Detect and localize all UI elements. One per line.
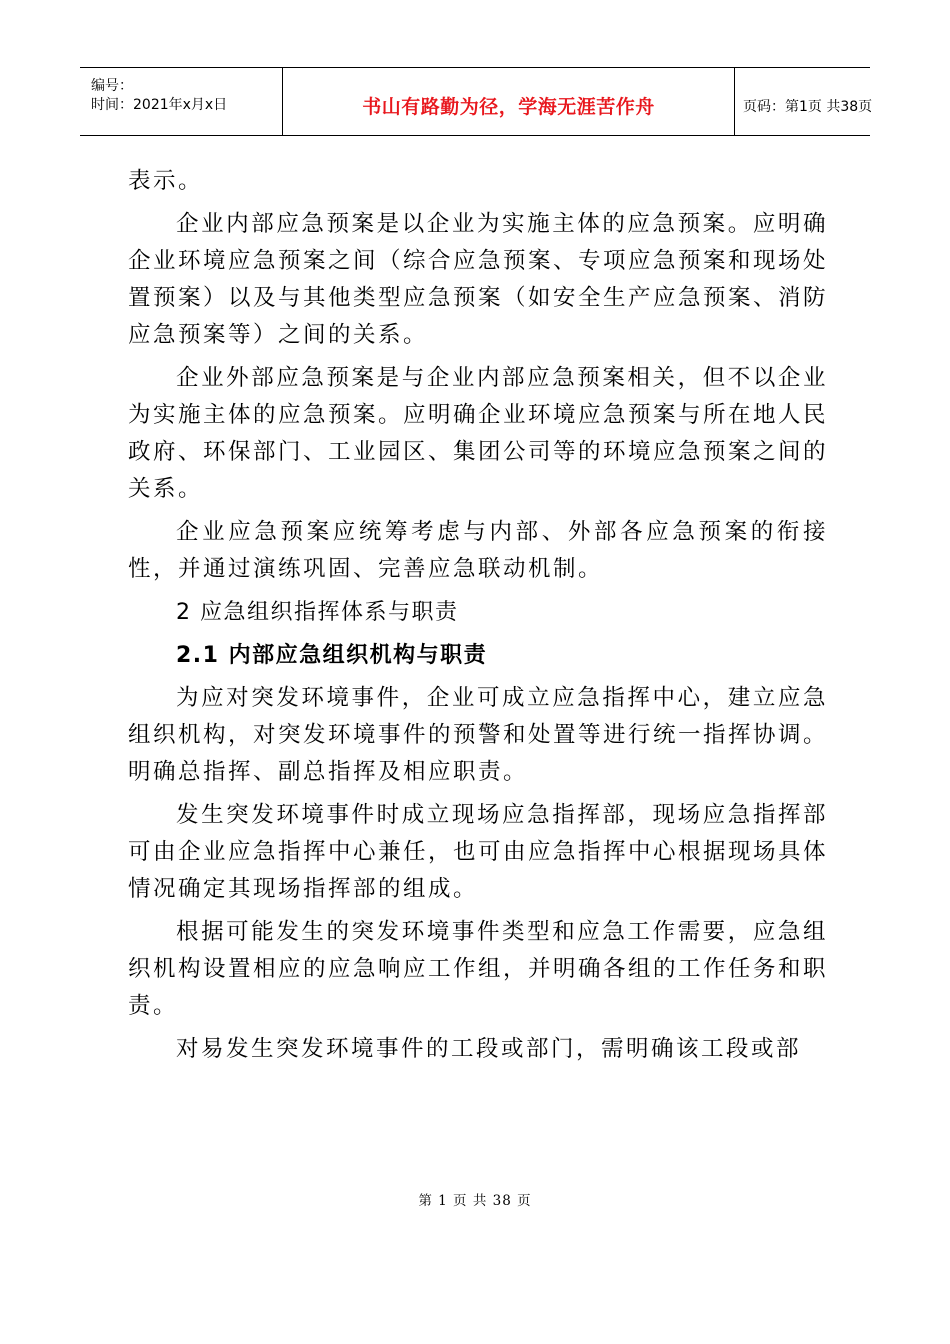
header-page-cell — [735, 68, 873, 135]
body-paragraph: 企业内部应急预案是以企业为实施主体的应急预案。应明确企业环境应急预案之间（综合应急预案、专项应急预案和现场处置预案）以及与其他类型应急预案（如安全生产应急预案、消防应急预案等）之间的关系。 — [128, 211, 829, 348]
body-paragraph: 对易发生突发环境事件的工段或部门，需明确该工段或部 — [176, 1036, 802, 1062]
body-paragraph: 企业应急预案应统筹考虑与内部、外部各应急预案的衔接性，并通过演练巩固、完善应急联动机制。 — [128, 519, 828, 582]
header-motto-cell — [282, 68, 735, 135]
document-time-label: 时间：2021年x月x日 — [91, 97, 228, 113]
body-paragraph: 表示。 — [128, 168, 204, 194]
document-body — [128, 163, 828, 1074]
subsection-heading: 2.1 内部应急组织机构与职责 — [176, 643, 488, 668]
header-page-number: 页码：第1页 共38页 — [743, 99, 873, 115]
header-info-cell — [80, 68, 282, 135]
page-footer: 第 1 页 共 38 页 — [418, 1193, 532, 1209]
body-paragraph: 发生突发环境事件时成立现场应急指挥部，现场应急指挥部可由企业应急指挥中心兼任，也可由应急指挥中心根据现场具体情况确定其现场指挥部的组成。 — [128, 802, 829, 902]
header-motto: 书山有路勤为径，学海无涯苦作舟 — [362, 96, 655, 118]
header-table — [80, 67, 873, 136]
body-paragraph: 为应对突发环境事件，企业可成立应急指挥中心，建立应急组织机构，对突发环境事件的预警和处置等进行统一指挥协调。明确总指挥、副总指挥及相应职责。 — [128, 685, 829, 785]
document-number-label: 编号： — [91, 78, 133, 94]
body-paragraph: 根据可能发生的突发环境事件类型和应急工作需要，应急组织机构设置相应的应急响应工作组，并明确各组的工作任务和职责。 — [128, 919, 829, 1019]
section-heading: 2 应急组织指挥体系与职责 — [176, 600, 459, 625]
body-paragraph: 企业外部应急预案是与企业内部应急预案相关，但不以企业为实施主体的应急预案。应明确企业环境应急预案与所在地人民政府、环保部门、工业园区、集团公司等的环境应急预案之间的关系。 — [128, 365, 829, 502]
